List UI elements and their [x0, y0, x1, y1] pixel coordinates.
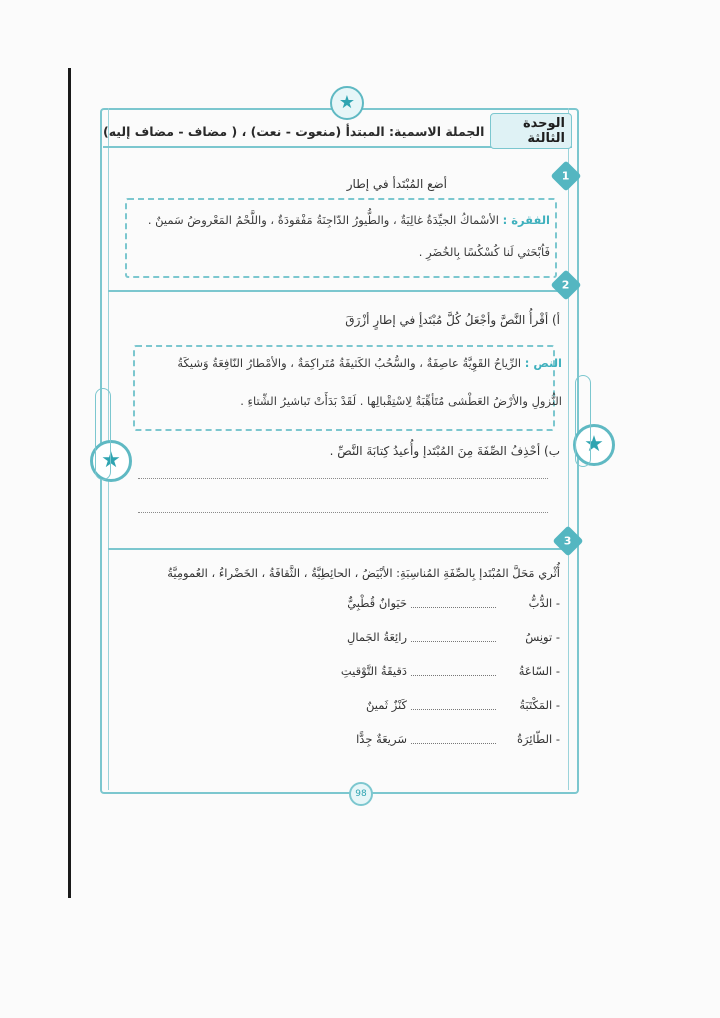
list-item-predicate: كَنْزٌ ثَمينٌ: [365, 698, 407, 712]
section-2-number: 2: [550, 269, 581, 300]
section-2-instruction-b: ب) أحْذِفُ الصِّفَةَ مِنَ المُبْتَدإ وأُعيدُ كِتابَةَ النَّصِّ .: [329, 444, 560, 458]
section-3-instruction: أُثْري مَحَلَّ المُبْتَدإ بِالصِّفَةِ المُناسِبَةِ: الأبْيَضُ ، الحائِطِيَّةُ ، الثَّقافَةُ ، الخَضْراءُ ، العُمومِيَّةُ: [167, 566, 560, 580]
list-item-predicate: دَقيقَةُ التَّوْقيتِ: [340, 664, 407, 678]
section-1-text-box: [125, 198, 557, 278]
unit-badge: الوحدة الثالثة: [490, 113, 572, 149]
unit-title: الجملة الاسمية: المبتدأ (منعوت - نعت) ، ( مضاف - مضاف إليه): [103, 123, 485, 139]
list-item-blank[interactable]: [411, 701, 496, 710]
list-item: [347, 630, 560, 644]
list-item: [356, 732, 560, 746]
left-star-icon: ★: [90, 440, 132, 482]
answer-line-2[interactable]: [138, 512, 548, 513]
answer-line-1[interactable]: [138, 478, 548, 479]
page-number: 98: [349, 782, 373, 806]
list-item-subject: - الدُّبُّ: [528, 596, 560, 610]
list-item-predicate: سَريعَةٌ جِدًّا: [356, 732, 407, 746]
right-star-icon: ★: [573, 424, 615, 466]
list-item: [341, 664, 560, 678]
unit-header: [103, 116, 572, 148]
list-item-subject: - السّاعَةُ: [518, 664, 560, 678]
paragraph-label: الفقرة :: [502, 213, 550, 227]
list-item: [366, 698, 560, 712]
section-divider-2: [108, 548, 567, 550]
section-2-line-1: [177, 356, 562, 370]
section-2-line-1-text: الرِّياحُ القَوِيَّةُ عاصِفَةٌ ، والسُّحُبُ الكَثيفَةُ مُتَراكِمَةٌ ، والأمْطارُ النّافِعَةُ وَشيكَةُ: [177, 356, 522, 370]
list-item-subject: - المَكْتَبَةُ: [519, 698, 560, 712]
list-item-subject: - الطّائِرَةُ: [516, 732, 560, 746]
section-1-line-1-text: الأسْماكُ الجيِّدَةُ غالِيَةٌ ، والطُّيورُ الدّاجِنَةُ مَفْقودَةٌ ، واللَّحْمُ المَعْروضُ سَمينٌ .: [147, 213, 499, 227]
left-ornament: [95, 388, 111, 480]
list-item: [347, 596, 560, 610]
section-1-line-1: [148, 213, 550, 227]
list-item-predicate: حَيَوانٌ قُطْبِيٌّ: [347, 596, 407, 610]
section-2-line-2: النُّزولِ والأرْضُ العَطْشى مُتَأهِّبَةٌ لِاسْتِقْبالِها . لَقَدْ بَدَأَتْ تَباشيرُ الشِّتاءِ .: [240, 394, 562, 408]
section-2-instruction-a: أ) أقْرأُ النَّصَّ وأجْعَلُ كُلَّ مُبْتَدأٍ في إطارٍ أزْرَقَ: [345, 313, 560, 327]
binding-line: [68, 68, 71, 898]
section-1-instruction: أضع المُبْتَدأ في إطار: [346, 177, 447, 191]
right-ornament: [575, 375, 591, 467]
list-item-blank[interactable]: [411, 633, 496, 642]
list-item-subject: - تونِسُ: [525, 630, 560, 644]
section-1-number: 1: [550, 160, 581, 191]
list-item-blank[interactable]: [411, 667, 496, 676]
section-1-line-2: فَاُبْحَثي لَنا كُسْكُسًا بِالخُضَرِ .: [418, 245, 550, 259]
section-3-number: 3: [552, 525, 583, 556]
section-divider-1: [108, 290, 567, 292]
text-label: النص :: [524, 356, 562, 370]
list-item-blank[interactable]: [411, 735, 496, 744]
top-star-icon: ★: [330, 86, 364, 120]
list-item-predicate: رائِعَةُ الجَمالِ: [347, 630, 407, 644]
list-item-blank[interactable]: [411, 599, 496, 608]
